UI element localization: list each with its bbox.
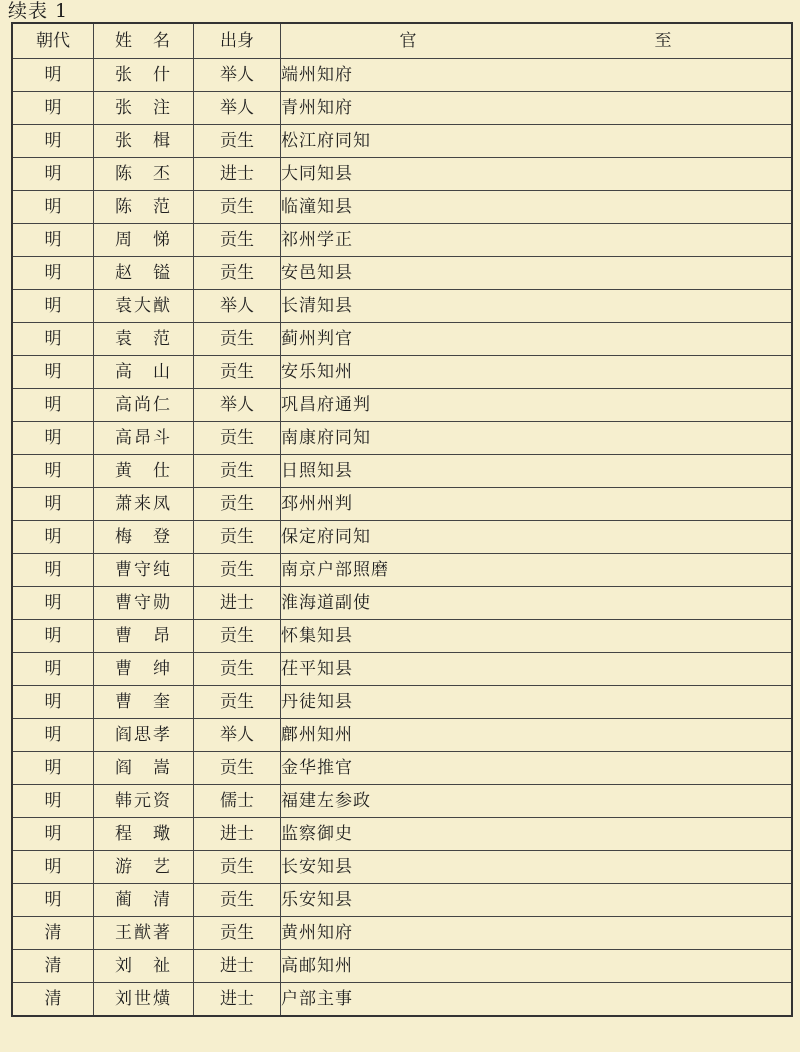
header-post-part1: 官 xyxy=(399,31,418,51)
table-row xyxy=(12,389,792,422)
cell-dynasty: 明 xyxy=(12,587,94,620)
cell-post: 鄜州知州 xyxy=(281,719,793,752)
cell-dynasty: 明 xyxy=(12,257,94,290)
cell-post: 福建左参政 xyxy=(281,785,793,818)
table-row xyxy=(12,191,792,224)
cell-post: 祁州学正 xyxy=(281,224,793,257)
cell-name: 阎 嵩 xyxy=(94,752,194,785)
cell-origin: 贡生 xyxy=(194,224,281,257)
header-post xyxy=(281,23,793,59)
cell-post: 户部主事 xyxy=(281,983,793,1017)
cell-name: 韩元资 xyxy=(94,785,194,818)
cell-origin: 举人 xyxy=(194,59,281,92)
table-row xyxy=(12,554,792,587)
cell-origin: 贡生 xyxy=(194,191,281,224)
cell-origin: 贡生 xyxy=(194,455,281,488)
cell-dynasty: 明 xyxy=(12,686,94,719)
cell-dynasty: 明 xyxy=(12,719,94,752)
cell-origin: 贡生 xyxy=(194,620,281,653)
table-row xyxy=(12,422,792,455)
cell-post: 黄州知府 xyxy=(281,917,793,950)
cell-post: 保定府同知 xyxy=(281,521,793,554)
cell-origin: 举人 xyxy=(194,92,281,125)
cell-dynasty: 明 xyxy=(12,653,94,686)
cell-dynasty: 明 xyxy=(12,884,94,917)
cell-dynasty: 明 xyxy=(12,554,94,587)
table-row xyxy=(12,983,792,1017)
cell-name: 曹 奎 xyxy=(94,686,194,719)
cell-post: 监察御史 xyxy=(281,818,793,851)
cell-dynasty: 明 xyxy=(12,290,94,323)
cell-post: 安邑知县 xyxy=(281,257,793,290)
cell-name: 赵 镒 xyxy=(94,257,194,290)
cell-name: 高昂斗 xyxy=(94,422,194,455)
cell-post: 南京户部照磨 xyxy=(281,554,793,587)
cell-name: 高尚仁 xyxy=(94,389,194,422)
cell-post: 日照知县 xyxy=(281,455,793,488)
cell-dynasty: 明 xyxy=(12,422,94,455)
cell-post: 邳州州判 xyxy=(281,488,793,521)
cell-post: 松江府同知 xyxy=(281,125,793,158)
table-row xyxy=(12,686,792,719)
table-row xyxy=(12,158,792,191)
cell-post: 临潼知县 xyxy=(281,191,793,224)
table-row xyxy=(12,521,792,554)
cell-dynasty: 清 xyxy=(12,950,94,983)
table-row xyxy=(12,356,792,389)
cell-dynasty: 明 xyxy=(12,851,94,884)
cell-name: 袁大猷 xyxy=(94,290,194,323)
cell-post: 乐安知县 xyxy=(281,884,793,917)
cell-name: 刘世熿 xyxy=(94,983,194,1017)
cell-origin: 贡生 xyxy=(194,884,281,917)
cell-origin: 贡生 xyxy=(194,554,281,587)
table-row xyxy=(12,785,792,818)
cell-name: 萧来凤 xyxy=(94,488,194,521)
table-row xyxy=(12,224,792,257)
cell-name: 黄 仕 xyxy=(94,455,194,488)
cell-name: 张 楫 xyxy=(94,125,194,158)
table-header xyxy=(12,23,792,59)
cell-dynasty: 明 xyxy=(12,488,94,521)
table-row xyxy=(12,323,792,356)
cell-post: 青州知府 xyxy=(281,92,793,125)
cell-post: 丹徒知县 xyxy=(281,686,793,719)
cell-name: 游 艺 xyxy=(94,851,194,884)
cell-origin: 举人 xyxy=(194,719,281,752)
cell-origin: 进士 xyxy=(194,158,281,191)
cell-dynasty: 明 xyxy=(12,389,94,422)
table-row xyxy=(12,752,792,785)
cell-dynasty: 明 xyxy=(12,818,94,851)
cell-post: 巩昌府通判 xyxy=(281,389,793,422)
cell-post: 怀集知县 xyxy=(281,620,793,653)
table-row xyxy=(12,455,792,488)
cell-origin: 贡生 xyxy=(194,488,281,521)
table-row xyxy=(12,620,792,653)
cell-dynasty: 明 xyxy=(12,323,94,356)
cell-origin: 贡生 xyxy=(194,323,281,356)
cell-name: 王猷著 xyxy=(94,917,194,950)
cell-name: 刘 祉 xyxy=(94,950,194,983)
cell-name: 阎思孝 xyxy=(94,719,194,752)
cell-origin: 儒士 xyxy=(194,785,281,818)
header-row xyxy=(12,23,792,59)
cell-name: 张 什 xyxy=(94,59,194,92)
header-post-part2: 至 xyxy=(654,31,673,51)
table-row xyxy=(12,59,792,92)
cell-name: 袁 范 xyxy=(94,323,194,356)
table-row xyxy=(12,587,792,620)
table-row xyxy=(12,851,792,884)
table-row xyxy=(12,917,792,950)
header-name: 姓 名 xyxy=(94,23,194,59)
table-row xyxy=(12,125,792,158)
cell-origin: 贡生 xyxy=(194,521,281,554)
cell-dynasty: 明 xyxy=(12,356,94,389)
header-dynasty: 朝代 xyxy=(12,23,94,59)
cell-dynasty: 明 xyxy=(12,158,94,191)
cell-origin: 进士 xyxy=(194,818,281,851)
cell-post: 大同知县 xyxy=(281,158,793,191)
cell-dynasty: 清 xyxy=(12,983,94,1017)
table-row xyxy=(12,884,792,917)
table-row xyxy=(12,950,792,983)
table-body xyxy=(12,59,792,1017)
cell-name: 陈 范 xyxy=(94,191,194,224)
cell-dynasty: 明 xyxy=(12,521,94,554)
table-caption: 续表 1 xyxy=(8,0,69,22)
cell-dynasty: 明 xyxy=(12,785,94,818)
cell-origin: 贡生 xyxy=(194,125,281,158)
cell-origin: 贡生 xyxy=(194,257,281,290)
cell-dynasty: 明 xyxy=(12,191,94,224)
cell-origin: 进士 xyxy=(194,587,281,620)
cell-origin: 贡生 xyxy=(194,653,281,686)
cell-name: 曹守勋 xyxy=(94,587,194,620)
cell-name: 高 山 xyxy=(94,356,194,389)
cell-post: 高邮知州 xyxy=(281,950,793,983)
cell-name: 曹 绅 xyxy=(94,653,194,686)
cell-post: 长安知县 xyxy=(281,851,793,884)
cell-name: 梅 登 xyxy=(94,521,194,554)
cell-origin: 贡生 xyxy=(194,356,281,389)
cell-name: 曹守纯 xyxy=(94,554,194,587)
cell-origin: 贡生 xyxy=(194,686,281,719)
cell-name: 蔺 清 xyxy=(94,884,194,917)
cell-name: 陈 丕 xyxy=(94,158,194,191)
cell-origin: 进士 xyxy=(194,950,281,983)
officials-table xyxy=(11,22,793,1017)
header-origin: 出身 xyxy=(194,23,281,59)
cell-post: 蓟州判官 xyxy=(281,323,793,356)
cell-name: 曹 昂 xyxy=(94,620,194,653)
cell-name: 张 注 xyxy=(94,92,194,125)
cell-post: 金华推官 xyxy=(281,752,793,785)
cell-post: 安乐知州 xyxy=(281,356,793,389)
cell-origin: 贡生 xyxy=(194,422,281,455)
table-row xyxy=(12,719,792,752)
cell-post: 淮海道副使 xyxy=(281,587,793,620)
cell-origin: 举人 xyxy=(194,389,281,422)
cell-dynasty: 明 xyxy=(12,752,94,785)
cell-dynasty: 明 xyxy=(12,455,94,488)
cell-post: 南康府同知 xyxy=(281,422,793,455)
cell-dynasty: 明 xyxy=(12,224,94,257)
table-row xyxy=(12,653,792,686)
cell-post: 长清知县 xyxy=(281,290,793,323)
cell-dynasty: 明 xyxy=(12,620,94,653)
cell-origin: 进士 xyxy=(194,983,281,1017)
cell-post: 端州知府 xyxy=(281,59,793,92)
table-row xyxy=(12,818,792,851)
cell-origin: 贡生 xyxy=(194,752,281,785)
cell-dynasty: 明 xyxy=(12,59,94,92)
cell-origin: 贡生 xyxy=(194,851,281,884)
cell-name: 程 璥 xyxy=(94,818,194,851)
cell-dynasty: 明 xyxy=(12,92,94,125)
cell-origin: 贡生 xyxy=(194,917,281,950)
table-row xyxy=(12,92,792,125)
cell-origin: 举人 xyxy=(194,290,281,323)
table-row xyxy=(12,290,792,323)
cell-name: 周 悌 xyxy=(94,224,194,257)
table-row xyxy=(12,257,792,290)
cell-dynasty: 明 xyxy=(12,125,94,158)
cell-dynasty: 清 xyxy=(12,917,94,950)
table-row xyxy=(12,488,792,521)
cell-post: 茌平知县 xyxy=(281,653,793,686)
